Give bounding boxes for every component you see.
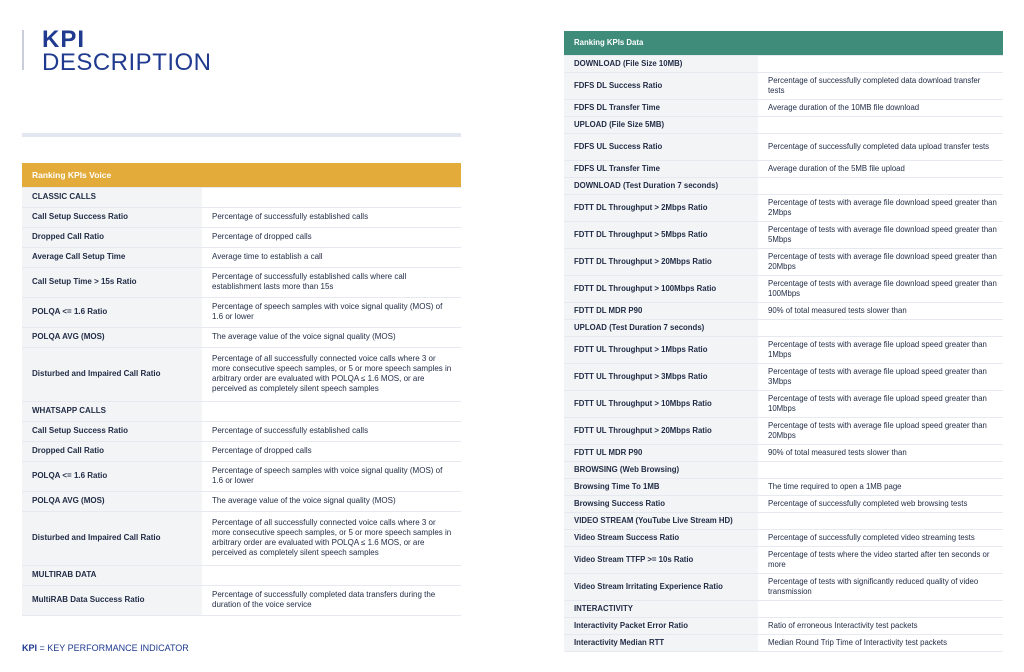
section-empty-cell — [758, 55, 1003, 72]
kpi-name: POLQA AVG (MOS) — [22, 327, 202, 347]
footer-text: = KEY PERFORMANCE INDICATOR — [39, 643, 189, 653]
kpi-name: Call Setup Success Ratio — [22, 207, 202, 227]
section-title: VIDEO STREAM (YouTube Live Stream HD) — [564, 512, 758, 529]
section-empty-cell — [758, 319, 1003, 336]
kpi-row — [22, 267, 461, 297]
kpi-description: Percentage of successfully established calls where call establishment lasts more than 15s — [202, 267, 461, 297]
section-title: UPLOAD (Test Duration 7 seconds) — [564, 319, 758, 336]
table-header-title: Ranking KPIs Data — [564, 31, 1003, 55]
kpi-row — [564, 336, 1003, 363]
footer-abbr: KPI — [22, 643, 38, 653]
kpi-description: Percentage of tests with average file download speed greater than 100Mbps — [758, 275, 1003, 302]
kpi-name: Average Call Setup Time — [22, 247, 202, 267]
kpi-row — [564, 194, 1003, 221]
kpi-row — [564, 248, 1003, 275]
kpi-description: Percentage of tests where the video started after ten seconds or more — [758, 546, 1003, 573]
kpi-name: FDFS DL Success Ratio — [564, 72, 758, 99]
section-row — [22, 187, 461, 207]
kpi-row — [22, 347, 461, 401]
kpi-description: Percentage of tests with average file upload speed greater than 1Mbps — [758, 336, 1003, 363]
kpi-description: Average time to establish a call — [202, 247, 461, 267]
kpi-description: Percentage of speech samples with voice signal quality (MOS) of 1.6 or lower — [202, 461, 461, 491]
kpi-description: Average duration of the 5MB file upload — [758, 160, 1003, 177]
kpi-row — [22, 491, 461, 511]
kpi-row — [22, 247, 461, 267]
section-row — [564, 177, 1003, 194]
kpi-name: FDFS DL Transfer Time — [564, 99, 758, 116]
kpi-name: FDTT UL Throughput > 10Mbps Ratio — [564, 390, 758, 417]
kpi-description: Percentage of speech samples with voice signal quality (MOS) of 1.6 or lower — [202, 297, 461, 327]
kpi-description: The average value of the voice signal quality (MOS) — [202, 327, 461, 347]
kpi-name: POLQA <= 1.6 Ratio — [22, 297, 202, 327]
kpi-name: Call Setup Time > 15s Ratio — [22, 267, 202, 297]
section-row — [564, 600, 1003, 617]
kpi-name: FDTT UL Throughput > 1Mbps Ratio — [564, 336, 758, 363]
kpi-row — [564, 444, 1003, 461]
kpi-description: Percentage of successfully completed video streaming tests — [758, 529, 1003, 546]
kpi-name: Dropped Call Ratio — [22, 441, 202, 461]
kpi-name: Browsing Success Ratio — [564, 495, 758, 512]
kpi-description: Percentage of all successfully connected voice calls where 3 or more consecutive speech samples, or 5 or more speech samples in arbitrary order are evaluated with POLQA ≤ 1.6 MOS, or are perceived as completely silent speech samples — [202, 511, 461, 565]
kpi-name: FDFS UL Success Ratio — [564, 133, 758, 160]
kpi-row — [564, 363, 1003, 390]
divider — [22, 133, 461, 137]
kpi-name: FDTT DL Throughput > 5Mbps Ratio — [564, 221, 758, 248]
kpi-row — [22, 441, 461, 461]
kpi-description: Ratio of erroneous Interactivity test packets — [758, 617, 1003, 634]
kpi-row — [564, 99, 1003, 116]
page-title-line2: DESCRIPTION — [42, 49, 212, 76]
kpi-row — [564, 221, 1003, 248]
kpi-row — [564, 573, 1003, 600]
section-title: INTERACTIVITY — [564, 600, 758, 617]
section-title: CLASSIC CALLS — [22, 187, 202, 207]
section-row — [22, 565, 461, 585]
section-title: WHATSAPP CALLS — [22, 401, 202, 421]
kpi-name: FDTT UL Throughput > 20Mbps Ratio — [564, 417, 758, 444]
kpi-name: Video Stream TTFP >= 10s Ratio — [564, 546, 758, 573]
kpi-name: Browsing Time To 1MB — [564, 478, 758, 495]
section-row — [564, 512, 1003, 529]
kpi-description: 90% of total measured tests slower than — [758, 444, 1003, 461]
kpi-row — [564, 417, 1003, 444]
kpi-description: Percentage of successfully completed web browsing tests — [758, 495, 1003, 512]
footer-note — [22, 643, 189, 653]
kpi-name: Interactivity Packet Error Ratio — [564, 617, 758, 634]
section-empty-cell — [758, 461, 1003, 478]
section-row — [564, 319, 1003, 336]
kpi-description: Percentage of successfully established calls — [202, 207, 461, 227]
voice-kpi-table — [22, 163, 461, 616]
section-empty-cell — [758, 177, 1003, 194]
kpi-name: MultiRAB Data Success Ratio — [22, 585, 202, 615]
kpi-name: FDTT UL Throughput > 3Mbps Ratio — [564, 363, 758, 390]
section-row — [564, 55, 1003, 72]
kpi-description: The time required to open a 1MB page — [758, 478, 1003, 495]
kpi-row — [22, 327, 461, 347]
kpi-description: Percentage of tests with average file download speed greater than 5Mbps — [758, 221, 1003, 248]
kpi-description: Percentage of tests with significantly reduced quality of video transmission — [758, 573, 1003, 600]
kpi-description: Percentage of tests with average file upload speed greater than 20Mbps — [758, 417, 1003, 444]
kpi-name: FDTT DL Throughput > 20Mbps Ratio — [564, 248, 758, 275]
kpi-name: FDTT DL MDR P90 — [564, 302, 758, 319]
kpi-description: Percentage of dropped calls — [202, 441, 461, 461]
kpi-name: POLQA AVG (MOS) — [22, 491, 202, 511]
table-header-title: Ranking KPIs Voice — [22, 163, 461, 187]
kpi-row — [564, 390, 1003, 417]
kpi-name: Interactivity Median RTT — [564, 634, 758, 651]
kpi-description: Percentage of all successfully connected voice calls where 3 or more consecutive speech samples, or 5 or more speech samples in arbitrary order are evaluated with POLQA ≤ 1.6 MOS, or are perceived as completely silent speech samples — [202, 347, 461, 401]
kpi-row — [22, 461, 461, 491]
section-empty-cell — [758, 512, 1003, 529]
kpi-row — [564, 495, 1003, 512]
kpi-name: Disturbed and Impaired Call Ratio — [22, 347, 202, 401]
kpi-description: Percentage of successfully completed data upload transfer tests — [758, 133, 1003, 160]
kpi-row — [564, 275, 1003, 302]
section-title: BROWSING (Web Browsing) — [564, 461, 758, 478]
kpi-name: FDTT UL MDR P90 — [564, 444, 758, 461]
table-header-row — [564, 31, 1003, 55]
kpi-name: FDFS UL Transfer Time — [564, 160, 758, 177]
kpi-description: Percentage of tests with average file download speed greater than 2Mbps — [758, 194, 1003, 221]
kpi-row — [22, 227, 461, 247]
kpi-name: FDTT DL Throughput > 100Mbps Ratio — [564, 275, 758, 302]
kpi-name: Call Setup Success Ratio — [22, 421, 202, 441]
section-row — [22, 401, 461, 421]
kpi-row — [22, 421, 461, 441]
kpi-row — [564, 529, 1003, 546]
kpi-name: Video Stream Success Ratio — [564, 529, 758, 546]
kpi-description: Percentage of successfully established calls — [202, 421, 461, 441]
kpi-row — [564, 546, 1003, 573]
kpi-row — [564, 302, 1003, 319]
section-empty-cell — [202, 401, 461, 421]
kpi-description: Median Round Trip Time of Interactivity test packets — [758, 634, 1003, 651]
section-title: MULTIRAB DATA — [22, 565, 202, 585]
kpi-row — [22, 207, 461, 227]
kpi-row — [564, 617, 1003, 634]
title-accent-bar — [22, 30, 24, 70]
section-empty-cell — [202, 187, 461, 207]
kpi-description: Percentage of tests with average file upload speed greater than 3Mbps — [758, 363, 1003, 390]
section-title: UPLOAD (File Size 5MB) — [564, 116, 758, 133]
kpi-description: Percentage of tests with average file upload speed greater than 10Mbps — [758, 390, 1003, 417]
table-header-row — [22, 163, 461, 187]
kpi-description: Average duration of the 10MB file download — [758, 99, 1003, 116]
page-title-line1: KPI — [42, 26, 86, 53]
kpi-row — [564, 72, 1003, 99]
kpi-description: The average value of the voice signal quality (MOS) — [202, 491, 461, 511]
kpi-name: Video Stream Irritating Experience Ratio — [564, 573, 758, 600]
kpi-name: FDTT DL Throughput > 2Mbps Ratio — [564, 194, 758, 221]
kpi-description: Percentage of successfully completed data download transfer tests — [758, 72, 1003, 99]
kpi-description: Percentage of successfully completed data transfers during the duration of the voice service — [202, 585, 461, 615]
section-empty-cell — [758, 116, 1003, 133]
kpi-description: 90% of total measured tests slower than — [758, 302, 1003, 319]
section-empty-cell — [202, 565, 461, 585]
kpi-row — [22, 585, 461, 615]
kpi-name: Dropped Call Ratio — [22, 227, 202, 247]
kpi-name: POLQA <= 1.6 Ratio — [22, 461, 202, 491]
data-kpi-table — [564, 31, 1003, 652]
kpi-description: Percentage of tests with average file download speed greater than 20Mbps — [758, 248, 1003, 275]
section-empty-cell — [758, 600, 1003, 617]
section-row — [564, 461, 1003, 478]
kpi-row — [564, 634, 1003, 651]
kpi-row — [22, 511, 461, 565]
section-title: DOWNLOAD (File Size 10MB) — [564, 55, 758, 72]
kpi-row — [22, 297, 461, 327]
kpi-name: Disturbed and Impaired Call Ratio — [22, 511, 202, 565]
kpi-row — [564, 160, 1003, 177]
section-title: DOWNLOAD (Test Duration 7 seconds) — [564, 177, 758, 194]
page-title — [42, 28, 212, 74]
kpi-row — [564, 478, 1003, 495]
kpi-description: Percentage of dropped calls — [202, 227, 461, 247]
kpi-row — [564, 133, 1003, 160]
section-row — [564, 116, 1003, 133]
